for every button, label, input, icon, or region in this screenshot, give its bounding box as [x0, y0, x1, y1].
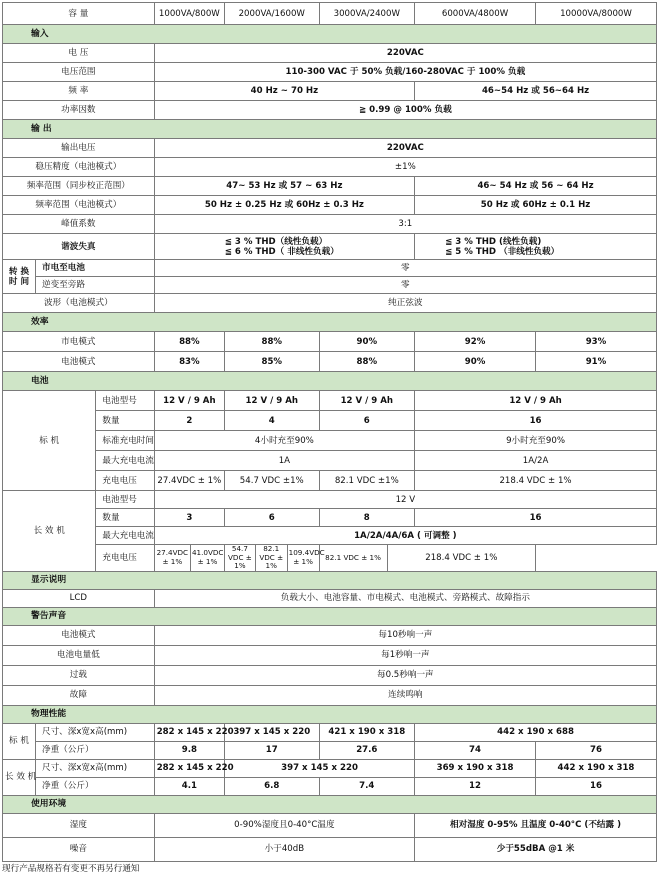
- phys-long-label: 长 效 机: [3, 759, 36, 795]
- output-sync-b: 46~ 54 Hz 或 56 ~ 64 Hz: [415, 177, 657, 196]
- row-transfer-1: [3, 260, 657, 277]
- phys-long-wt-3: 7.4: [319, 777, 415, 795]
- transfer-label-1: 转 换: [8, 266, 30, 277]
- row-label: 过载: [3, 665, 155, 685]
- long-type-value: 12 V: [154, 491, 656, 509]
- model-3000: 3000VA/2400W: [319, 3, 415, 25]
- std-volt-2: 54.7 VDC ±1%: [225, 471, 319, 491]
- section-battery: [3, 372, 657, 391]
- row-label: 充电电压: [96, 545, 154, 572]
- row-output-thd: [3, 234, 657, 260]
- long-volt-4: 82.1 VDC ± 1%: [255, 545, 287, 572]
- phys-long-wt-1: 4.1: [154, 777, 224, 795]
- row-label: 频率范围（电池模式）: [3, 196, 155, 215]
- eff-ac-3: 90%: [319, 332, 415, 352]
- row-label: 充电电压: [96, 471, 154, 491]
- std-cur-a: 1A: [154, 451, 414, 471]
- row-alarm-fault: [3, 685, 657, 705]
- section-alarm: [3, 607, 657, 625]
- row-label: 最大充电电流: [96, 527, 154, 545]
- row-label: 功率因数: [3, 101, 155, 120]
- row-label: 稳压精度（电池模式）: [3, 158, 155, 177]
- row-phys-std-wt: [3, 741, 657, 759]
- row-humidity: [3, 813, 657, 837]
- section-env: [3, 795, 657, 813]
- row-long-qty: [3, 509, 657, 527]
- std-cur-b: 1A/2A: [415, 451, 657, 471]
- row-output-voltage: [3, 139, 657, 158]
- row-waveform: [3, 294, 657, 313]
- std-label: 标 机: [3, 391, 96, 491]
- row-std-time: [3, 431, 657, 451]
- input-voltage-value: 220VAC: [154, 44, 656, 63]
- phys-long-wt-4: 12: [415, 777, 536, 795]
- thd-b-line1: ≦ 3 % THD (线性负载): [445, 236, 542, 247]
- long-volt-1: 27.4VDC ± 1%: [154, 545, 190, 572]
- input-freq-a: 40 Hz ~ 70 Hz: [154, 82, 414, 101]
- row-noise: [3, 837, 657, 861]
- row-label: 电池型号: [96, 391, 154, 411]
- transfer-label: [3, 260, 36, 294]
- transfer-label-2: 时 间: [8, 276, 30, 287]
- row-label: 频率范围（同步校正范围）: [3, 177, 155, 196]
- row-phys-long-dim: [3, 759, 657, 777]
- row-output-reg: [3, 158, 657, 177]
- section-efficiency: [3, 313, 657, 332]
- phys-long-wt-5: 16: [535, 777, 656, 795]
- row-output-sync: [3, 177, 657, 196]
- phys-long-wt-2: 6.8: [225, 777, 319, 795]
- output-batfreq-b: 50 Hz 或 60Hz ± 0.1 Hz: [415, 196, 657, 215]
- phys-std-dim-2: 397 x 145 x 220: [225, 723, 319, 741]
- phys-long-dim-3: 369 x 190 x 318: [415, 759, 536, 777]
- row-eff-bat: [3, 352, 657, 372]
- std-qty-1: 2: [154, 411, 224, 431]
- row-input-freq: [3, 82, 657, 101]
- humidity-b: 相对湿度 0-95% 且温度 0-40°C (不结露 ): [415, 813, 657, 837]
- model-10000: 10000VA/8000W: [535, 3, 656, 25]
- std-time-b: 9小时充至90%: [415, 431, 657, 451]
- row-alarm-low: [3, 645, 657, 665]
- alarm-value: 每10秒响一声: [154, 625, 656, 645]
- long-qty-1: 3: [154, 509, 224, 527]
- alarm-value: 每1秒响一声: [154, 645, 656, 665]
- row-label: 电压范围: [3, 63, 155, 82]
- row-long-type: [3, 491, 657, 509]
- section-output: [3, 120, 657, 139]
- long-volt-6: 82.1 VDC ± 1%: [319, 545, 387, 572]
- input-range-value: 110-300 VAC 于 50% 负载/160-280VAC 于 100% 负载: [154, 63, 656, 82]
- row-label: 数量: [96, 509, 154, 527]
- eff-ac-2: 88%: [225, 332, 319, 352]
- row-label: 频 率: [3, 82, 155, 101]
- std-type-3: 12 V / 9 Ah: [319, 391, 415, 411]
- long-qty-3: 8: [319, 509, 415, 527]
- eff-bat-2: 85%: [225, 352, 319, 372]
- row-transfer-2: [3, 277, 657, 294]
- phys-std-label: 标 机: [3, 723, 36, 759]
- phys-std-wt-4: 74: [415, 741, 536, 759]
- section-title: 警告声音: [3, 607, 657, 625]
- alarm-value: 每0.5秒响一声: [154, 665, 656, 685]
- std-qty-2: 4: [225, 411, 319, 431]
- row-label: 市电模式: [3, 332, 155, 352]
- row-label: 输出电压: [3, 139, 155, 158]
- phys-std-wt-3: 27.6: [319, 741, 415, 759]
- section-display: [3, 571, 657, 589]
- output-thd-a: [154, 234, 414, 260]
- row-input-range: [3, 63, 657, 82]
- eff-bat-4: 90%: [415, 352, 536, 372]
- row-label: 电池模式: [3, 625, 155, 645]
- output-batfreq-a: 50 Hz ± 0.25 Hz 或 60Hz ± 0.3 Hz: [154, 196, 414, 215]
- model-6000: 6000VA/4800W: [415, 3, 536, 25]
- row-lcd: [3, 589, 657, 607]
- row-std-type: [3, 391, 657, 411]
- row-label: 尺寸、深x宽x高(mm): [35, 759, 154, 777]
- row-label: 尺寸、深x宽x高(mm): [35, 723, 154, 741]
- row-label: 湿度: [3, 813, 155, 837]
- section-physical: [3, 705, 657, 723]
- eff-bat-5: 91%: [535, 352, 656, 372]
- phys-std-wt-5: 76: [535, 741, 656, 759]
- transfer-1-value: 零: [154, 260, 656, 277]
- row-label: 最大充电电流: [96, 451, 154, 471]
- spec-table: [2, 2, 657, 862]
- std-volt-4: 218.4 VDC ± 1%: [415, 471, 657, 491]
- noise-b: 少于55dBA @1 米: [415, 837, 657, 861]
- row-label: 噪音: [3, 837, 155, 861]
- output-crest-value: 3:1: [154, 215, 656, 234]
- transfer-2-value: 零: [154, 277, 656, 294]
- section-title: 效率: [3, 313, 657, 332]
- phys-long-dim-1: 282 x 145 x 220: [154, 759, 224, 777]
- phys-std-dim-3: 421 x 190 x 318: [319, 723, 415, 741]
- row-label: 数量: [96, 411, 154, 431]
- output-reg-value: ±1%: [154, 158, 656, 177]
- row-long-volt: [3, 545, 657, 572]
- humidity-a: 0-90%湿度且0-40°C温度: [154, 813, 414, 837]
- output-thd-b: [415, 234, 657, 260]
- row-label: LCD: [3, 589, 155, 607]
- row-eff-ac: [3, 332, 657, 352]
- section-title: 使用环境: [3, 795, 657, 813]
- waveform-value: 纯正弦波: [154, 294, 656, 313]
- section-title: 显示说明: [3, 571, 657, 589]
- row-alarm-battery: [3, 625, 657, 645]
- section-title: 输入: [3, 25, 657, 44]
- row-label: 市电至电池: [35, 260, 154, 277]
- phys-long-dim-4: 442 x 190 x 318: [535, 759, 656, 777]
- std-qty-4: 16: [415, 411, 657, 431]
- eff-ac-1: 88%: [154, 332, 224, 352]
- long-volt-7: 218.4 VDC ± 1%: [387, 545, 535, 572]
- std-type-4: 12 V / 9 Ah: [415, 391, 657, 411]
- model-2000: 2000VA/1600W: [225, 3, 319, 25]
- input-freq-b: 46~54 Hz 或 56~64 Hz: [415, 82, 657, 101]
- phys-long-dim-2: 397 x 145 x 220: [225, 759, 415, 777]
- row-phys-long-wt: [3, 777, 657, 795]
- section-title: 物理性能: [3, 705, 657, 723]
- row-output-batfreq: [3, 196, 657, 215]
- row-long-current: [3, 527, 657, 545]
- phys-std-wt-2: 17: [225, 741, 319, 759]
- output-sync-a: 47~ 53 Hz 或 57 ~ 63 Hz: [154, 177, 414, 196]
- long-label: 长 效 机: [3, 491, 96, 572]
- std-qty-3: 6: [319, 411, 415, 431]
- row-label: 净重（公斤）: [35, 777, 154, 795]
- output-voltage-value: 220VAC: [154, 139, 656, 158]
- row-label: 谐波失真: [3, 234, 155, 260]
- row-label: 峰值系数: [3, 215, 155, 234]
- row-std-qty: [3, 411, 657, 431]
- row-label: 故障: [3, 685, 155, 705]
- std-type-1: 12 V / 9 Ah: [154, 391, 224, 411]
- long-volt-2: 41.0VDC ± 1%: [190, 545, 224, 572]
- row-input-pf: [3, 101, 657, 120]
- long-cur-value: 1A/2A/4A/6A ( 可调整 ): [154, 527, 656, 545]
- row-label: 波形（电池模式）: [3, 294, 155, 313]
- eff-bat-1: 83%: [154, 352, 224, 372]
- row-std-current: [3, 451, 657, 471]
- phys-std-dim-1: 282 x 145 x 220: [154, 723, 224, 741]
- row-input-voltage: [3, 44, 657, 63]
- row-output-crest: [3, 215, 657, 234]
- row-label: 电池模式: [3, 352, 155, 372]
- long-volt-5: 109.4VDC ± 1%: [287, 545, 319, 572]
- row-label: 电池电量低: [3, 645, 155, 665]
- footnote: 现行产品规格若有变更不再另行通知: [2, 864, 140, 874]
- row-alarm-overload: [3, 665, 657, 685]
- lcd-value: 负载大小、电池容量、市电模式、电池模式、旁路模式、故障指示: [154, 589, 656, 607]
- eff-ac-4: 92%: [415, 332, 536, 352]
- row-label: 电 压: [3, 44, 155, 63]
- section-input: [3, 25, 657, 44]
- std-time-a: 4小时充至90%: [154, 431, 414, 451]
- row-label: 逆变至旁路: [35, 277, 154, 294]
- row-label: 净重（公斤）: [35, 741, 154, 759]
- section-title: 电池: [3, 372, 657, 391]
- phys-std-dim-4: 442 x 190 x 688: [415, 723, 657, 741]
- phys-std-wt-1: 9.8: [154, 741, 224, 759]
- thd-b-line2: ≦ 5 % THD （非线性负载）: [445, 246, 560, 257]
- row-label: 标准充电时间: [96, 431, 154, 451]
- input-pf-value: ≧ 0.99 @ 100% 负载: [154, 101, 656, 120]
- noise-a: 小于40dB: [154, 837, 414, 861]
- alarm-value: 连续鸣响: [154, 685, 656, 705]
- model-1000: 1000VA/800W: [154, 3, 224, 25]
- row-std-volt: [3, 471, 657, 491]
- std-volt-1: 27.4VDC ± 1%: [154, 471, 224, 491]
- long-qty-2: 6: [225, 509, 319, 527]
- long-qty-4: 16: [415, 509, 657, 527]
- eff-ac-5: 93%: [535, 332, 656, 352]
- thd-a-line1: ≦ 3 % THD（线性负载）: [224, 236, 328, 247]
- std-volt-3: 82.1 VDC ±1%: [319, 471, 415, 491]
- std-type-2: 12 V / 9 Ah: [225, 391, 319, 411]
- long-volt-3: 54.7 VDC ± 1%: [225, 545, 256, 572]
- header-row: [3, 3, 657, 25]
- row-phys-std-dim: [3, 723, 657, 741]
- section-title: 输 出: [3, 120, 657, 139]
- row-label: 电池型号: [96, 491, 154, 509]
- capacity-label: 容 量: [3, 3, 155, 25]
- thd-a-line2: ≦ 6 % THD（ 非线性负载）: [224, 246, 339, 257]
- eff-bat-3: 88%: [319, 352, 415, 372]
